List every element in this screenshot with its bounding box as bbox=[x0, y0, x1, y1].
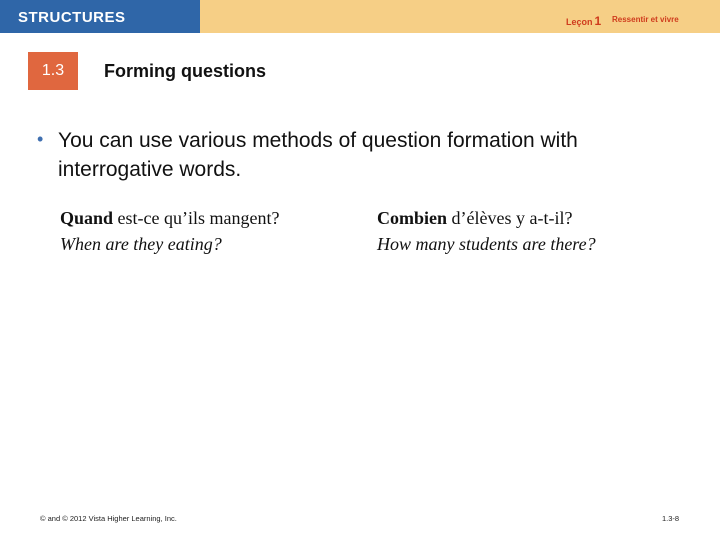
french-rest: d’élèves y a-t-il? bbox=[447, 208, 573, 228]
header-left-band bbox=[0, 0, 200, 33]
example-french bbox=[60, 205, 350, 231]
lecon-label bbox=[566, 14, 601, 28]
header-bar bbox=[0, 0, 720, 33]
section-number: 1.3 bbox=[41, 62, 65, 79]
interrogative-word: Combien bbox=[377, 208, 448, 228]
example-french bbox=[377, 205, 697, 231]
page-number: 1.3-8 bbox=[662, 514, 680, 523]
lecon-number: 1 bbox=[594, 14, 602, 28]
lecon-word: Leçon bbox=[566, 17, 593, 27]
example-english: How many students are there? bbox=[377, 234, 596, 254]
bullet-text: You can use various methods of question formation with interrogative words. bbox=[58, 129, 578, 181]
section-number-badge bbox=[28, 52, 78, 90]
french-rest: est-ce qu’ils mangent? bbox=[113, 208, 280, 228]
interrogative-word: Quand bbox=[60, 208, 114, 228]
bullet-icon: • bbox=[37, 129, 44, 149]
example-english: When are they eating? bbox=[60, 234, 222, 254]
copyright-text: © and © 2012 Vista Higher Learning, Inc. bbox=[40, 514, 177, 523]
category-label: STRUCTURES bbox=[18, 9, 126, 26]
lesson-title: Ressentir et vivre bbox=[612, 15, 679, 24]
example-combien bbox=[377, 205, 697, 257]
example-quand bbox=[60, 205, 350, 257]
section-title: Forming questions bbox=[104, 61, 266, 81]
